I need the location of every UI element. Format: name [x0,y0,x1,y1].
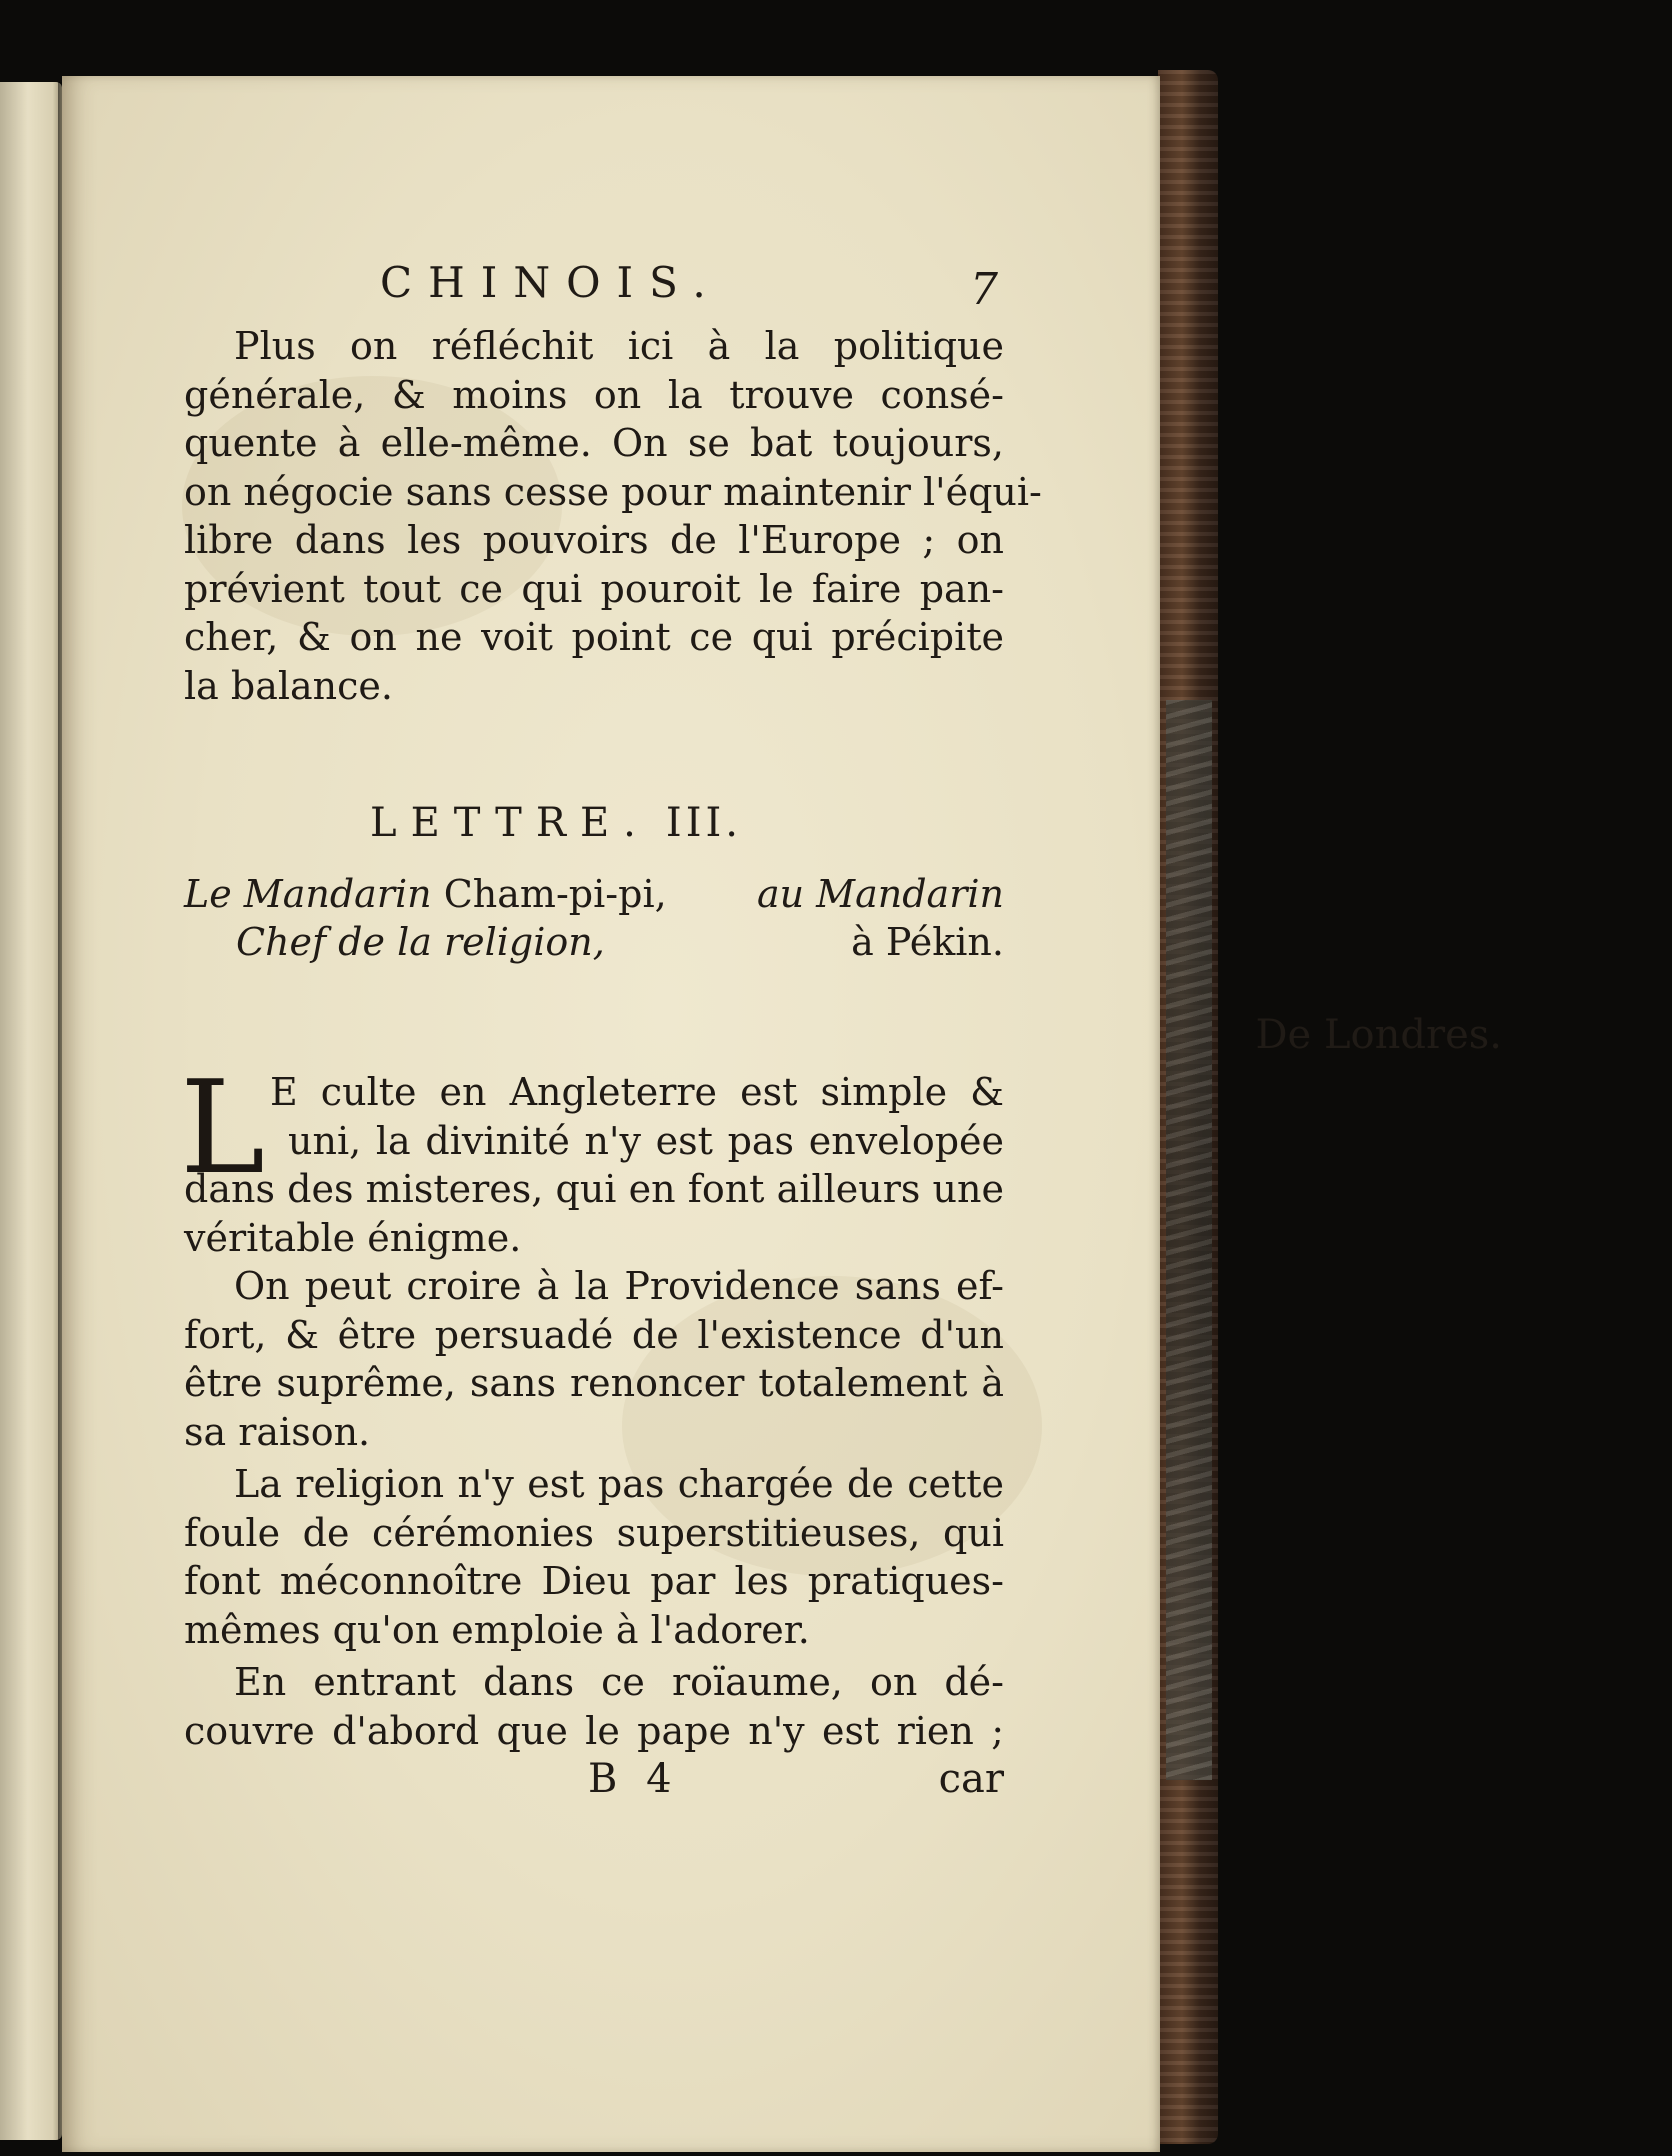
text-line: On peut croire à la Providence sans ef- [234,1264,1004,1308]
page-footer [184,1756,1004,1806]
text-line: sa raison. [184,1409,371,1454]
paragraph-ceremonies [184,1460,1004,1654]
text-line: prévient tout ce qui pouroit le faire pan- [184,566,1004,611]
text-line: font méconnoître Dieu par les pratiques- [184,1559,1004,1603]
paragraph-politics [184,322,1042,710]
letter-address [184,870,1004,966]
text-line: mêmes qu'on emploie à l'adorer. [184,1607,810,1652]
text-line: libre dans les pouvoirs de l'Europe ; on [184,518,1004,562]
recipient-label: au Mandarin [756,872,1004,916]
dateline: De Londres. [1255,1012,1502,1058]
text-line: couvre d'abord que le pape n'y est rien ; [184,1708,1004,1753]
text-line: fort, & être persuadé de l'existence d'un [184,1312,1004,1357]
text-line: uni, la divinité n'y est pas envelopée [288,1118,1004,1163]
running-head [380,258,1000,318]
paragraph-providence [184,1262,1004,1456]
letter-heading [370,800,742,846]
text-line: En entrant dans ce roïaume, on dé- [234,1660,1004,1704]
catchword: car [938,1756,1004,1802]
text-line: générale, & moins on la trouve consé- [184,372,1004,417]
text-line: cher, & on ne voit point ce qui précipite [184,615,1004,659]
text-line: Plus on réfléchit ici à la politique [234,324,1004,368]
signature-mark: B 4 [588,1756,680,1802]
letter-heading-title: LETTRE. [370,800,650,846]
recipient-title: Chef de la religion, [236,920,605,964]
text-line: quente à elle-même. On se bat toujours, [184,421,1004,465]
previous-page-edge [0,82,62,2140]
page-number: 7 [970,264,998,315]
recipient-place: à Pékin. [851,920,1004,964]
letter-number: III. [665,800,743,846]
sender-label: Le Mandarin [184,872,432,916]
text-line: dans des misteres, qui en font ailleurs une [184,1167,1004,1211]
marbled-fore-edge [1166,700,1212,1780]
paragraph-worship [184,1068,1004,1262]
text-line: on négocie sans cesse pour maintenir l'équi- [184,469,1042,514]
drop-cap: L [180,1054,265,1203]
text-line: E culte en Angleterre est simple & [270,1070,1004,1114]
text-line: foule de cérémonies superstitieuses, qui [184,1510,1004,1555]
sender-name: Cham-pi-pi, [443,872,667,916]
text-line: véritable énigme. [184,1215,522,1260]
running-title: CHINOIS. [380,258,722,307]
paragraph-kingdom [184,1658,1004,1755]
text-line: la balance. [184,663,393,708]
text-line: La religion n'y est pas chargée de cette [234,1462,1004,1506]
text-line: être suprême, sans renoncer totalement à [184,1361,1004,1405]
